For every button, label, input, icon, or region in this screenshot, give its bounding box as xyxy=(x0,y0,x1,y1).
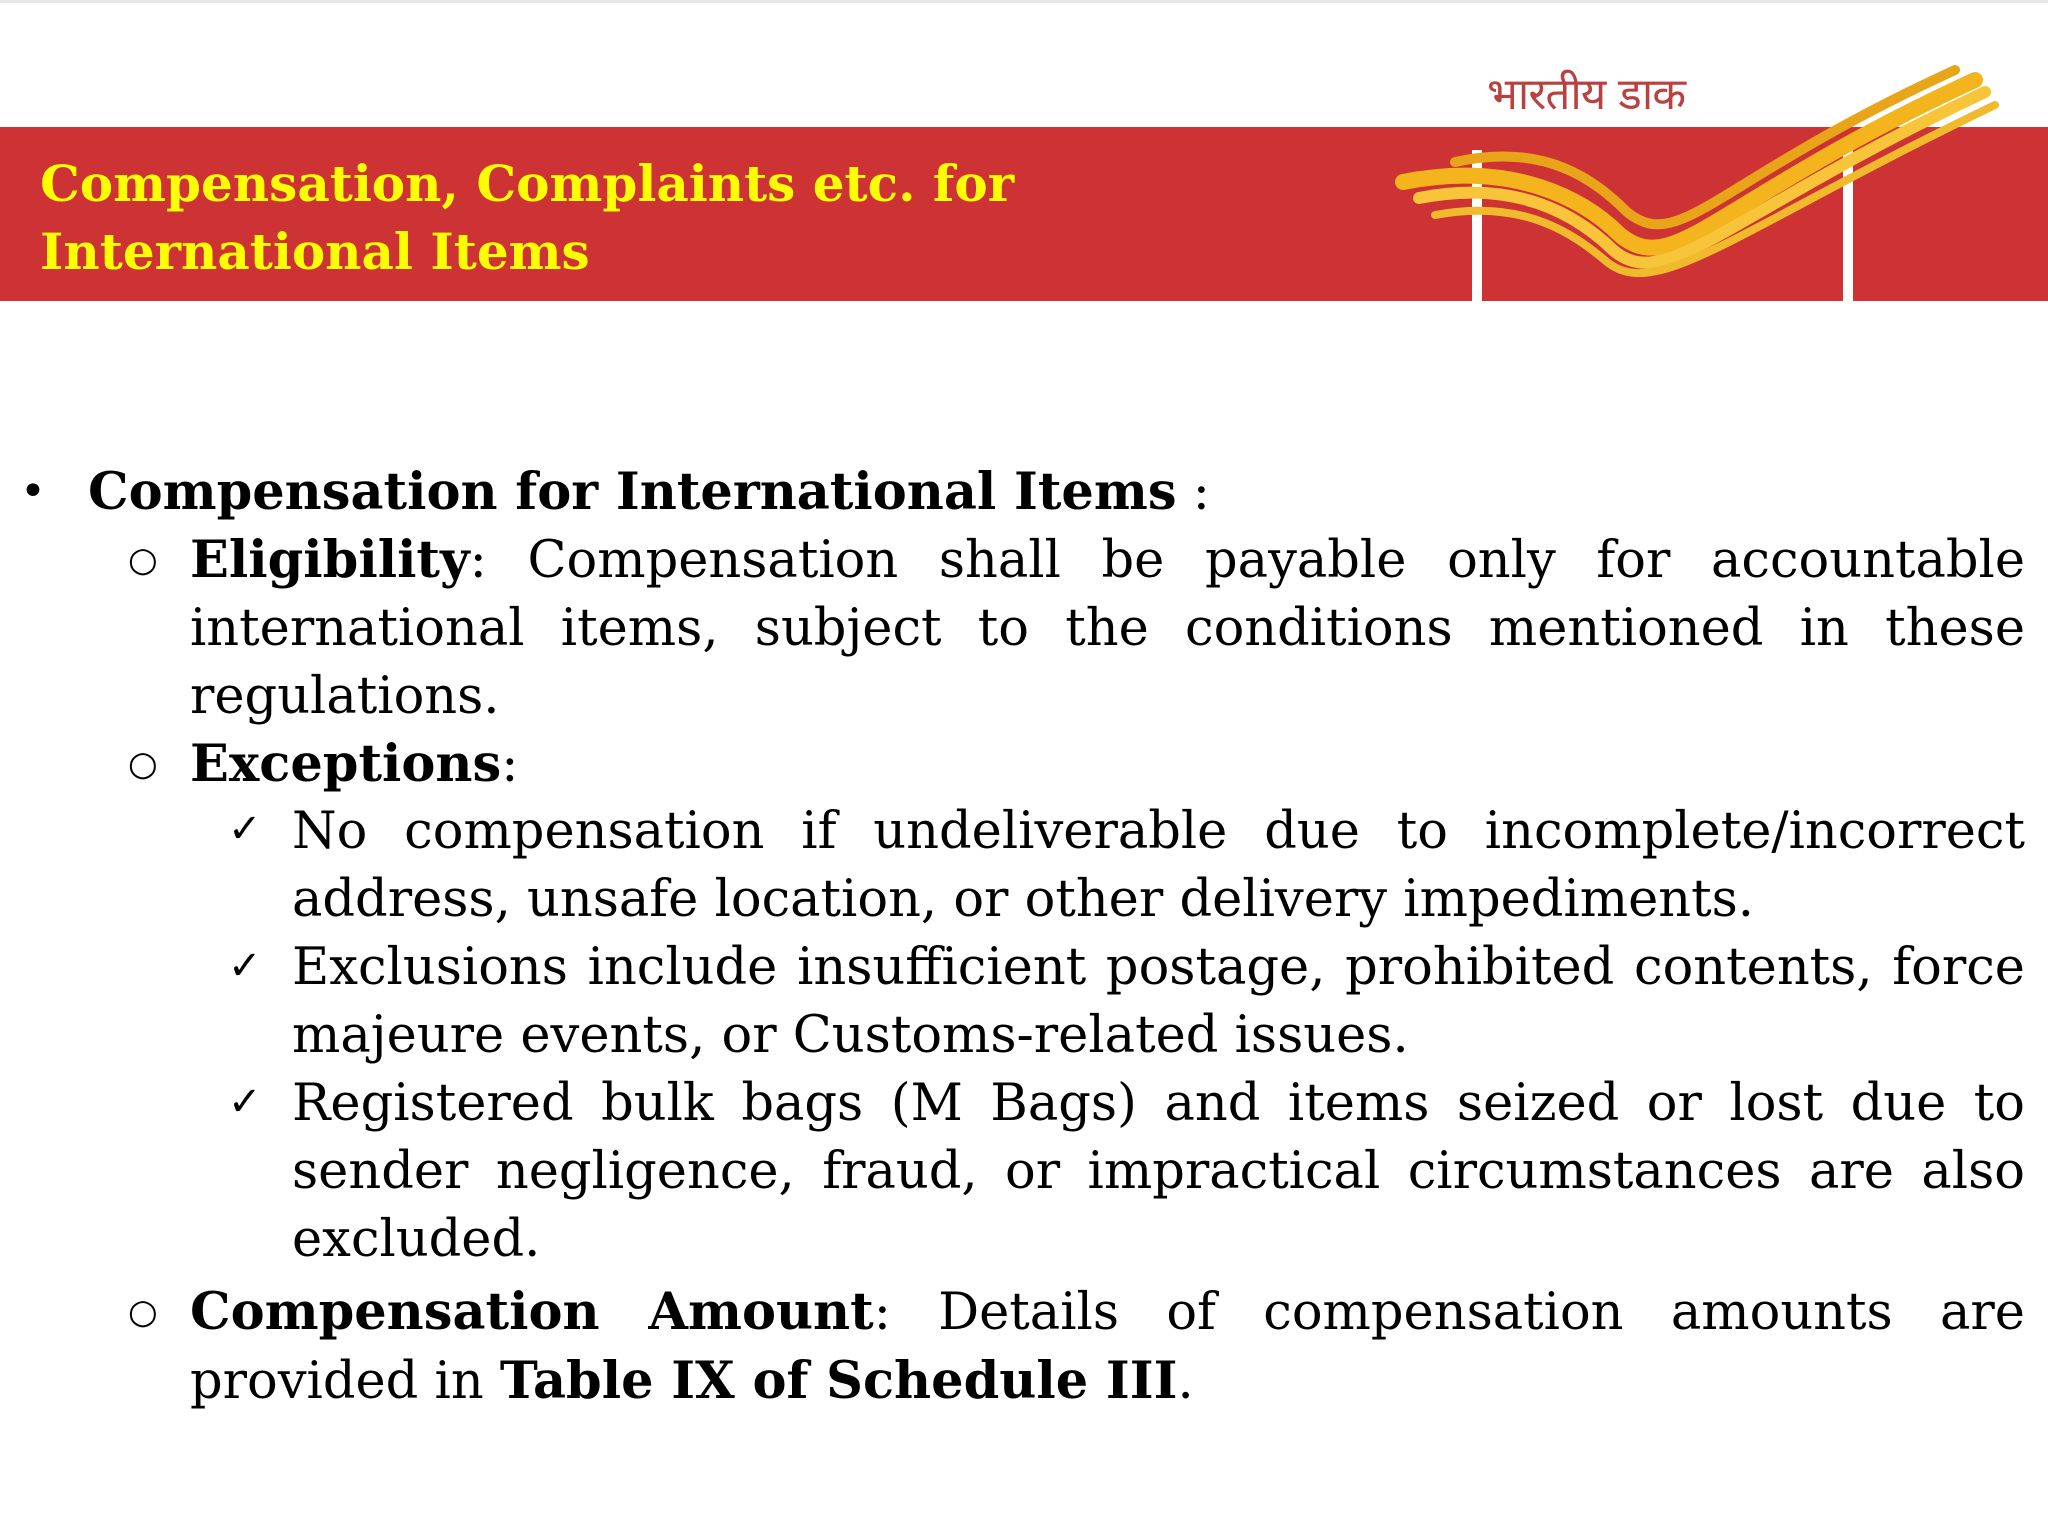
exception-item xyxy=(292,798,2025,934)
circle-bullet-icon: ○ xyxy=(128,540,158,580)
compensation-amount-paragraph xyxy=(190,1278,2025,1416)
checkmark-icon: ✓ xyxy=(228,806,262,852)
page-title-line2: International Items xyxy=(40,222,590,281)
eligibility-text: : Compensation shall be payable only for accountable international items, subject to the conditions mentioned in these regulations. xyxy=(190,531,2025,726)
eligibility-paragraph xyxy=(190,526,2025,731)
exception-item-text: No compensation if undeliverable due to incomplete/incorrect address, unsafe location, or other delivery impediments. xyxy=(292,802,2025,929)
exception-item xyxy=(292,1070,2025,1274)
checkmark-icon: ✓ xyxy=(228,943,262,989)
compensation-amount-period: . xyxy=(1177,1352,1194,1411)
circle-bullet-icon: ○ xyxy=(128,1292,158,1332)
checkmark-icon: ✓ xyxy=(228,1079,262,1125)
compensation-amount-text: : Details of compensation amounts are provided in xyxy=(190,1283,2025,1411)
main-heading-text: Compensation for International Items xyxy=(88,462,1177,522)
exceptions-suffix: : xyxy=(501,735,519,794)
exceptions-heading xyxy=(190,730,2025,799)
table-reference: Table IX of Schedule III xyxy=(499,1351,1178,1411)
main-heading xyxy=(88,458,2028,527)
eligibility-label: Eligibility xyxy=(190,530,470,590)
logo-text: भारतीय डाक xyxy=(1487,69,1686,120)
exception-item-text: Exclusions include insufficient postage, prohibited contents, force majeure events, or Customs-related issues. xyxy=(292,938,2025,1065)
compensation-amount-label: Compensation Amount xyxy=(190,1282,874,1342)
page-title-line1: Compensation, Complaints etc. for xyxy=(40,154,1015,213)
exception-item xyxy=(292,934,2025,1070)
bullet-dot-icon: • xyxy=(20,466,46,517)
exception-item-text: Registered bulk bags (M Bags) and items seized or lost due to sender negligence, fraud, or impractical circumstances are also excluded. xyxy=(292,1074,2025,1269)
main-heading-suffix: : xyxy=(1176,463,1210,522)
exceptions-label: Exceptions xyxy=(190,734,502,794)
circle-bullet-icon: ○ xyxy=(128,744,158,784)
